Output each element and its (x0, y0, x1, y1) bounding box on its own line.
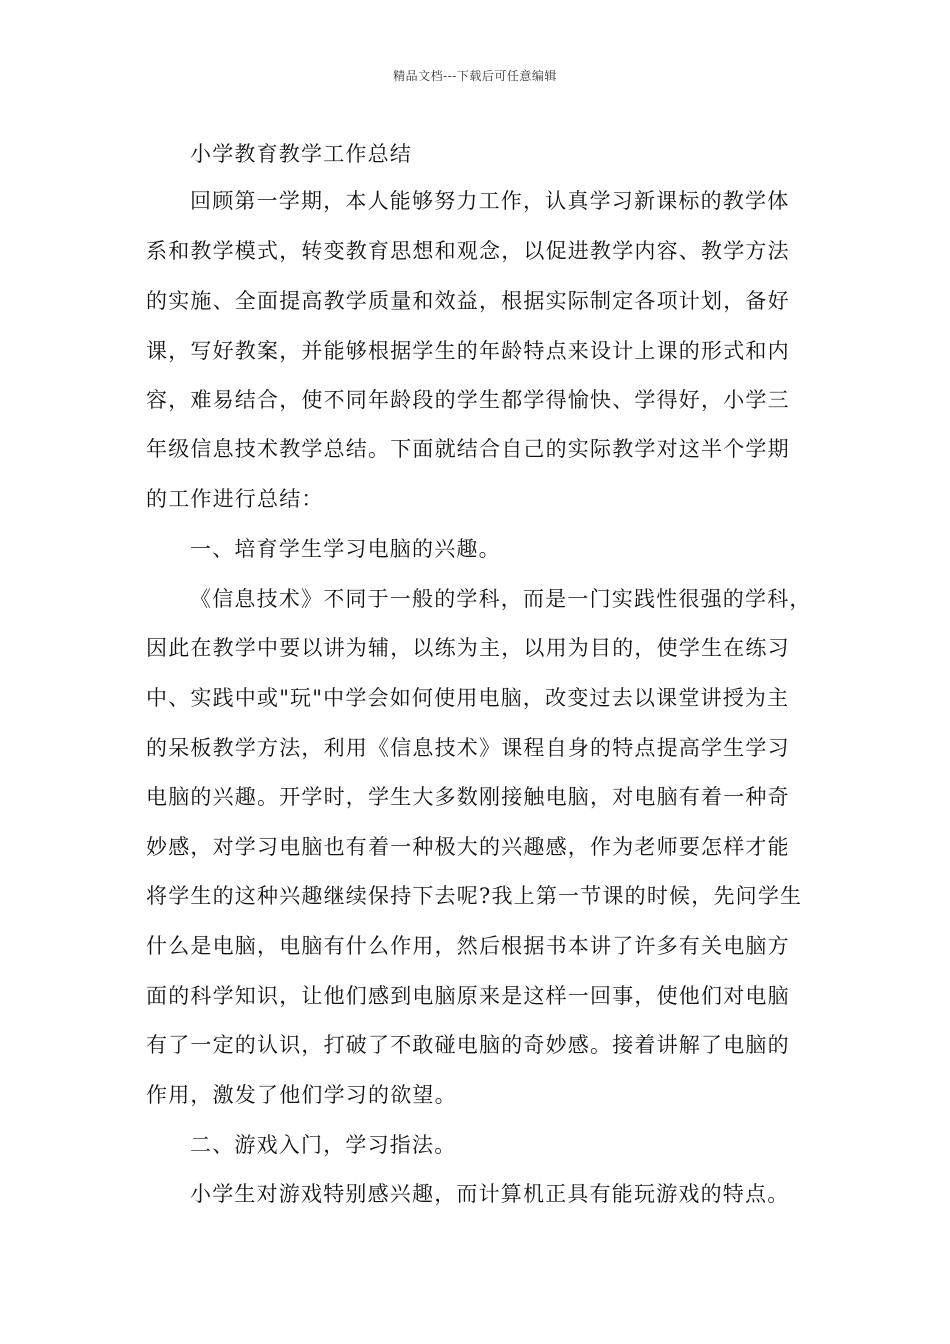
paragraph-line: 年级信息技术教学总结。下面就结合自己的实际教学对这半个学期 (146, 437, 790, 461)
section-heading: 二、游戏入门，学习指法。 (190, 1133, 457, 1157)
paragraph-line: 的呆板教学方法，利用《信息技术》课程自身的特点提高学生学习 (146, 736, 790, 760)
paragraph-line: 电脑的兴趣。开学时，学生大多数刚接触电脑，对电脑有着一种奇 (146, 785, 790, 809)
paragraph-line: 面的科学知识，让他们感到电脑原来是这样一回事，使他们对电脑 (146, 984, 790, 1008)
paragraph-line: 课，写好教案，并能够根据学生的年龄特点来设计上课的形式和内 (146, 339, 790, 363)
paragraph-line: 中、实践中或"玩"中学会如何使用电脑，改变过去以课堂讲授为主 (146, 686, 790, 710)
section-heading: 一、培育学生学习电脑的兴趣。 (190, 537, 501, 561)
paragraph-line: 容，难易结合，使不同年龄段的学生都学得愉快、学得好，小学三 (146, 388, 790, 412)
paragraph-line: 的工作进行总结： (146, 487, 324, 511)
paragraph-line: 回顾第一学期，本人能够努力工作，认真学习新课标的教学体 (190, 189, 790, 213)
paragraph-line: 什么是电脑，电脑有什么作用，然后根据书本讲了许多有关电脑方 (146, 934, 790, 958)
page-header: 精品文档---下载后可任意编辑 (393, 69, 557, 83)
paragraph-line: 系和教学模式，转变教育思想和观念，以促进教学内容、教学方法 (146, 239, 790, 263)
paragraph-line: 作用，激发了他们学习的欲望。 (146, 1083, 457, 1107)
paragraph-line: 《信息技术》不同于一般的学科，而是一门实践性很强的学科， (190, 587, 812, 611)
paragraph-line: 的实施、全面提高教学质量和效益，根据实际制定各项计划，备好 (146, 289, 790, 313)
paragraph-line: 小学生对游戏特别感兴趣，而计算机正具有能玩游戏的特点。 (190, 1182, 790, 1206)
paragraph-line: 妙感，对学习电脑也有着一种极大的兴趣感，作为老师要怎样才能 (146, 835, 790, 859)
paragraph-line: 将学生的这种兴趣继续保持下去呢?我上第一节课的时候，先问学生 (146, 884, 803, 908)
document-title: 小学教育教学工作总结 (190, 142, 412, 166)
paragraph-line: 因此在教学中要以讲为辅，以练为主，以用为目的，使学生在练习 (146, 636, 790, 660)
paragraph-line: 有了一定的认识，打破了不敢碰电脑的奇妙感。接着讲解了电脑的 (146, 1033, 790, 1057)
